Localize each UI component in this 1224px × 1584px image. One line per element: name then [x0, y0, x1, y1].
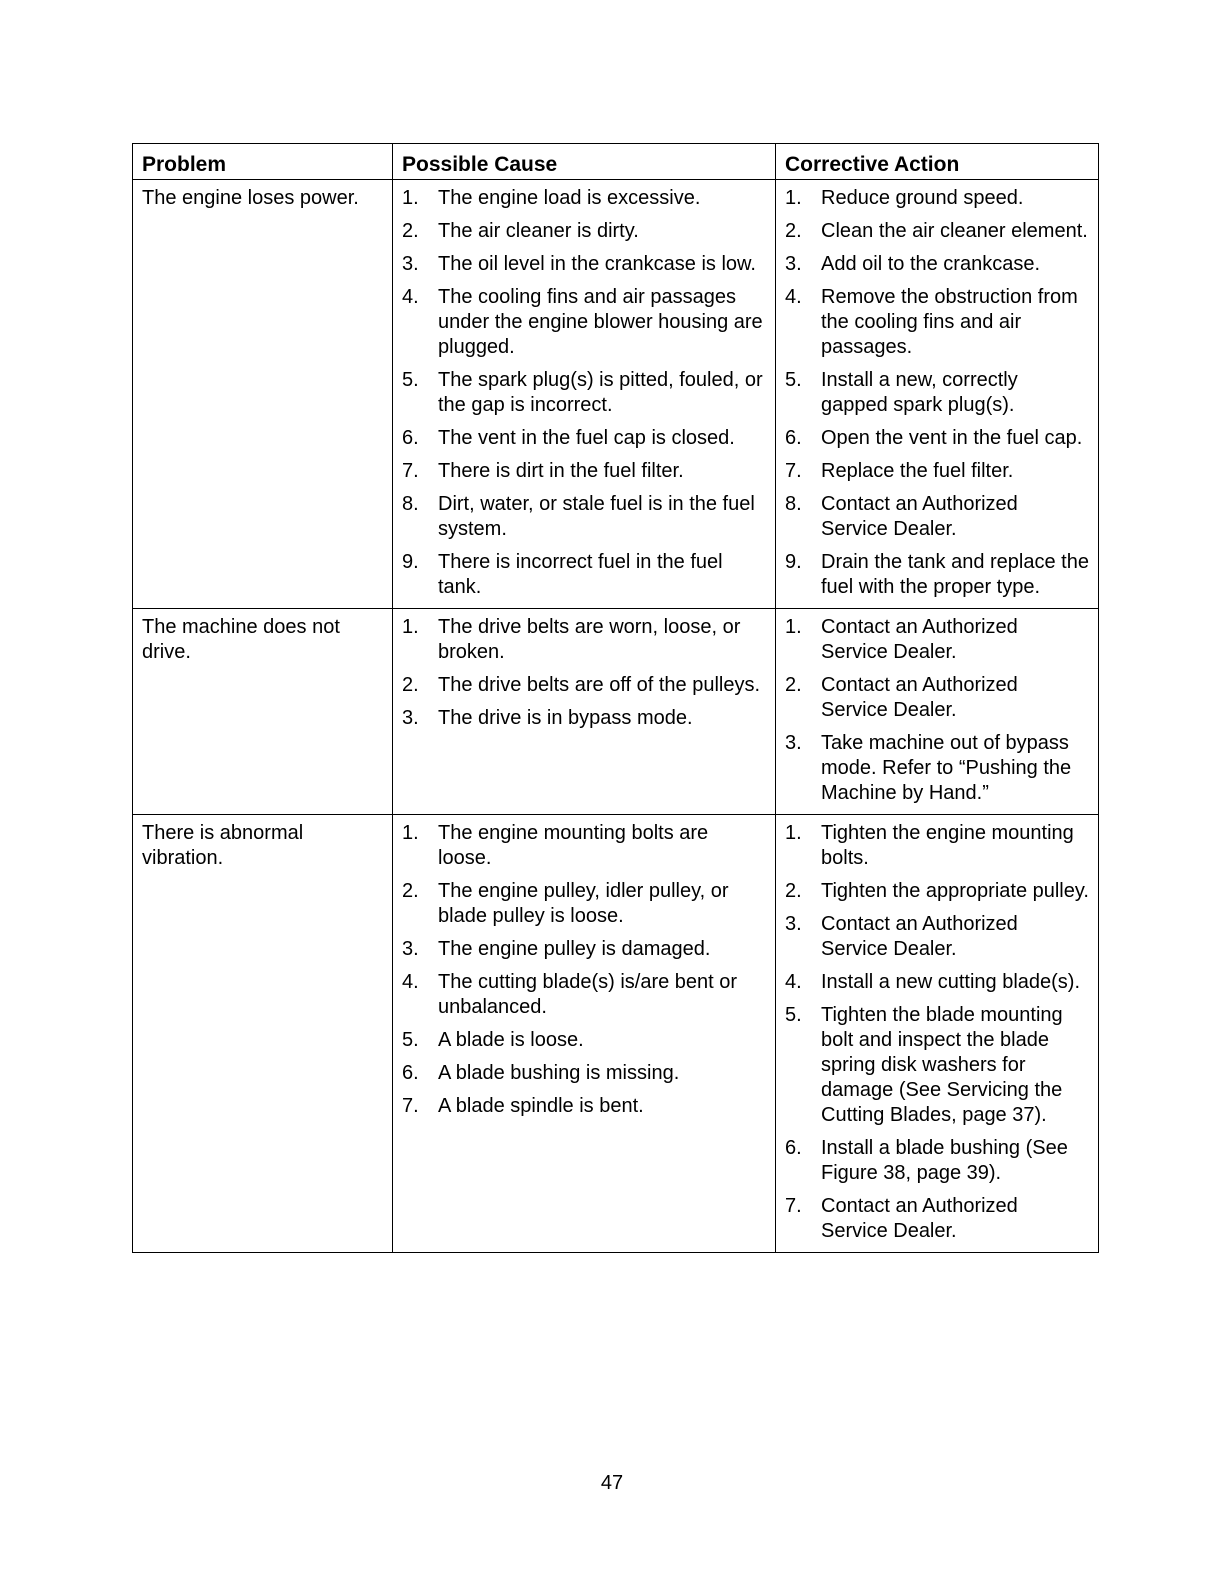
action-text: Install a new cutting blade(s).	[821, 971, 1081, 993]
item-number: 6.	[785, 427, 802, 449]
item-number: 6.	[402, 1062, 419, 1084]
action-cell	[776, 180, 1099, 609]
cause-item	[402, 285, 767, 360]
action-item	[785, 1194, 1090, 1244]
problem-text: The engine loses power.	[142, 187, 359, 209]
action-text: Contact an Authorized Service Dealer.	[821, 913, 1018, 960]
item-number: 9.	[402, 551, 419, 573]
action-text: Take machine out of bypass mode. Refer to “Pushing the Machine by Hand.”	[821, 732, 1072, 804]
cause-item	[402, 615, 767, 665]
action-item	[785, 492, 1090, 542]
item-number: 3.	[785, 732, 802, 754]
action-item	[785, 879, 1090, 904]
cause-text: The drive belts are off of the pulleys.	[438, 674, 761, 696]
cause-item	[402, 492, 767, 542]
page-number: 47	[600, 1472, 624, 1494]
cause-text: There is dirt in the fuel filter.	[438, 460, 684, 482]
action-item	[785, 821, 1090, 871]
action-text: Contact an Authorized Service Dealer.	[821, 493, 1018, 540]
action-item	[785, 1003, 1090, 1128]
action-item	[785, 970, 1090, 995]
cause-cell	[393, 609, 776, 815]
cause-text: The engine load is excessive.	[438, 187, 701, 209]
cause-cell	[393, 180, 776, 609]
item-number: 5.	[402, 1029, 419, 1051]
item-number: 3.	[785, 253, 802, 275]
item-number: 2.	[785, 220, 802, 242]
item-number: 7.	[785, 1195, 802, 1217]
cause-list	[402, 821, 767, 1119]
action-text: Tighten the appropriate pulley.	[821, 880, 1089, 902]
cause-text: The engine mounting bolts are loose.	[438, 822, 709, 869]
action-item	[785, 615, 1090, 665]
item-number: 3.	[402, 253, 419, 275]
cause-text: The engine pulley is damaged.	[438, 938, 711, 960]
item-number: 2.	[785, 674, 802, 696]
action-item	[785, 186, 1090, 211]
action-item	[785, 912, 1090, 962]
cause-text: The air cleaner is dirty.	[438, 220, 639, 242]
action-item	[785, 252, 1090, 277]
table-row	[133, 609, 1099, 815]
item-number: 7.	[402, 1095, 419, 1117]
action-cell	[776, 815, 1099, 1253]
cause-item	[402, 673, 767, 698]
action-item	[785, 219, 1090, 244]
item-number: 5.	[785, 369, 802, 391]
item-number: 1.	[785, 187, 802, 209]
cause-text: The drive is in bypass mode.	[438, 707, 693, 729]
action-list	[785, 186, 1090, 600]
action-text: Reduce ground speed.	[821, 187, 1024, 209]
item-number: 4.	[785, 286, 802, 308]
action-cell	[776, 609, 1099, 815]
problem-cell	[133, 180, 393, 609]
cause-text: A blade is loose.	[438, 1029, 584, 1051]
item-number: 2.	[402, 674, 419, 696]
action-text: Open the vent in the fuel cap.	[821, 427, 1083, 449]
item-number: 3.	[402, 938, 419, 960]
action-item	[785, 673, 1090, 723]
header-problem: Problem	[133, 144, 393, 180]
table-row	[133, 180, 1099, 609]
item-number: 2.	[785, 880, 802, 902]
item-number: 6.	[402, 427, 419, 449]
cause-item	[402, 550, 767, 600]
header-possible-cause: Possible Cause	[393, 144, 776, 180]
cause-text: A blade bushing is missing.	[438, 1062, 680, 1084]
action-text: Drain the tank and replace the fuel with the proper type.	[821, 551, 1089, 598]
cause-text: The spark plug(s) is pitted, fouled, or the gap is incorrect.	[438, 369, 763, 416]
cause-text: The cutting blade(s) is/are bent or unbalanced.	[438, 971, 738, 1018]
cause-text: The drive belts are worn, loose, or broken.	[438, 616, 741, 663]
action-item	[785, 426, 1090, 451]
action-text: Install a new, correctly gapped spark plug(s).	[821, 369, 1018, 416]
cause-item	[402, 368, 767, 418]
item-number: 4.	[402, 286, 419, 308]
cause-list	[402, 615, 767, 731]
action-item	[785, 368, 1090, 418]
cause-item	[402, 459, 767, 484]
problem-text: The machine does not drive.	[142, 616, 340, 663]
item-number: 5.	[402, 369, 419, 391]
cause-cell	[393, 815, 776, 1253]
item-number: 9.	[785, 551, 802, 573]
item-number: 1.	[402, 822, 419, 844]
item-number: 1.	[785, 822, 802, 844]
cause-text: The vent in the fuel cap is closed.	[438, 427, 735, 449]
action-text: Tighten the engine mounting bolts.	[821, 822, 1074, 869]
item-number: 6.	[785, 1137, 802, 1159]
item-number: 8.	[785, 493, 802, 515]
item-number: 2.	[402, 220, 419, 242]
problem-cell	[133, 815, 393, 1253]
action-text: Add oil to the crankcase.	[821, 253, 1041, 275]
item-number: 1.	[402, 616, 419, 638]
cause-item	[402, 1028, 767, 1053]
cause-item	[402, 1061, 767, 1086]
cause-item	[402, 879, 767, 929]
action-text: Remove the obstruction from the cooling fins and air passages.	[821, 286, 1078, 358]
cause-item	[402, 937, 767, 962]
cause-text: There is incorrect fuel in the fuel tank.	[438, 551, 723, 598]
action-text: Clean the air cleaner element.	[821, 220, 1088, 242]
cause-item	[402, 970, 767, 1020]
problem-text: There is abnormal vibration.	[142, 822, 304, 869]
item-number: 1.	[785, 616, 802, 638]
cause-item	[402, 1094, 767, 1119]
table-header-row	[133, 144, 1099, 180]
cause-text: A blade spindle is bent.	[438, 1095, 644, 1117]
action-item	[785, 459, 1090, 484]
action-item	[785, 285, 1090, 360]
cause-item	[402, 426, 767, 451]
cause-item	[402, 219, 767, 244]
cause-item	[402, 821, 767, 871]
cause-text: The cooling fins and air passages under the engine blower housing are plugged.	[438, 286, 763, 358]
action-item	[785, 731, 1090, 806]
action-text: Install a blade bushing (See Figure 38, page 39).	[821, 1137, 1068, 1184]
cause-list	[402, 186, 767, 600]
action-text: Contact an Authorized Service Dealer.	[821, 1195, 1018, 1242]
problem-cell	[133, 609, 393, 815]
item-number: 8.	[402, 493, 419, 515]
item-number: 4.	[402, 971, 419, 993]
item-number: 2.	[402, 880, 419, 902]
action-list	[785, 615, 1090, 806]
cause-text: Dirt, water, or stale fuel is in the fuel system.	[438, 493, 755, 540]
action-list	[785, 821, 1090, 1244]
header-corrective-action: Corrective Action	[776, 144, 1099, 180]
action-text: Tighten the blade mounting bolt and inspect the blade spring disk washers for damage (See Servicing the Cutting Blades, page 37).	[821, 1004, 1063, 1126]
cause-item	[402, 186, 767, 211]
troubleshooting-table	[132, 143, 1099, 1253]
item-number: 7.	[785, 460, 802, 482]
action-text: Replace the fuel filter.	[821, 460, 1014, 482]
cause-item	[402, 252, 767, 277]
table-row	[133, 815, 1099, 1253]
item-number: 5.	[785, 1004, 802, 1026]
item-number: 1.	[402, 187, 419, 209]
cause-text: The oil level in the crankcase is low.	[438, 253, 756, 275]
action-item	[785, 550, 1090, 600]
item-number: 3.	[402, 707, 419, 729]
item-number: 3.	[785, 913, 802, 935]
action-item	[785, 1136, 1090, 1186]
cause-text: The engine pulley, idler pulley, or blade pulley is loose.	[438, 880, 729, 927]
action-text: Contact an Authorized Service Dealer.	[821, 616, 1018, 663]
item-number: 4.	[785, 971, 802, 993]
action-text: Contact an Authorized Service Dealer.	[821, 674, 1018, 721]
cause-item	[402, 706, 767, 731]
item-number: 7.	[402, 460, 419, 482]
